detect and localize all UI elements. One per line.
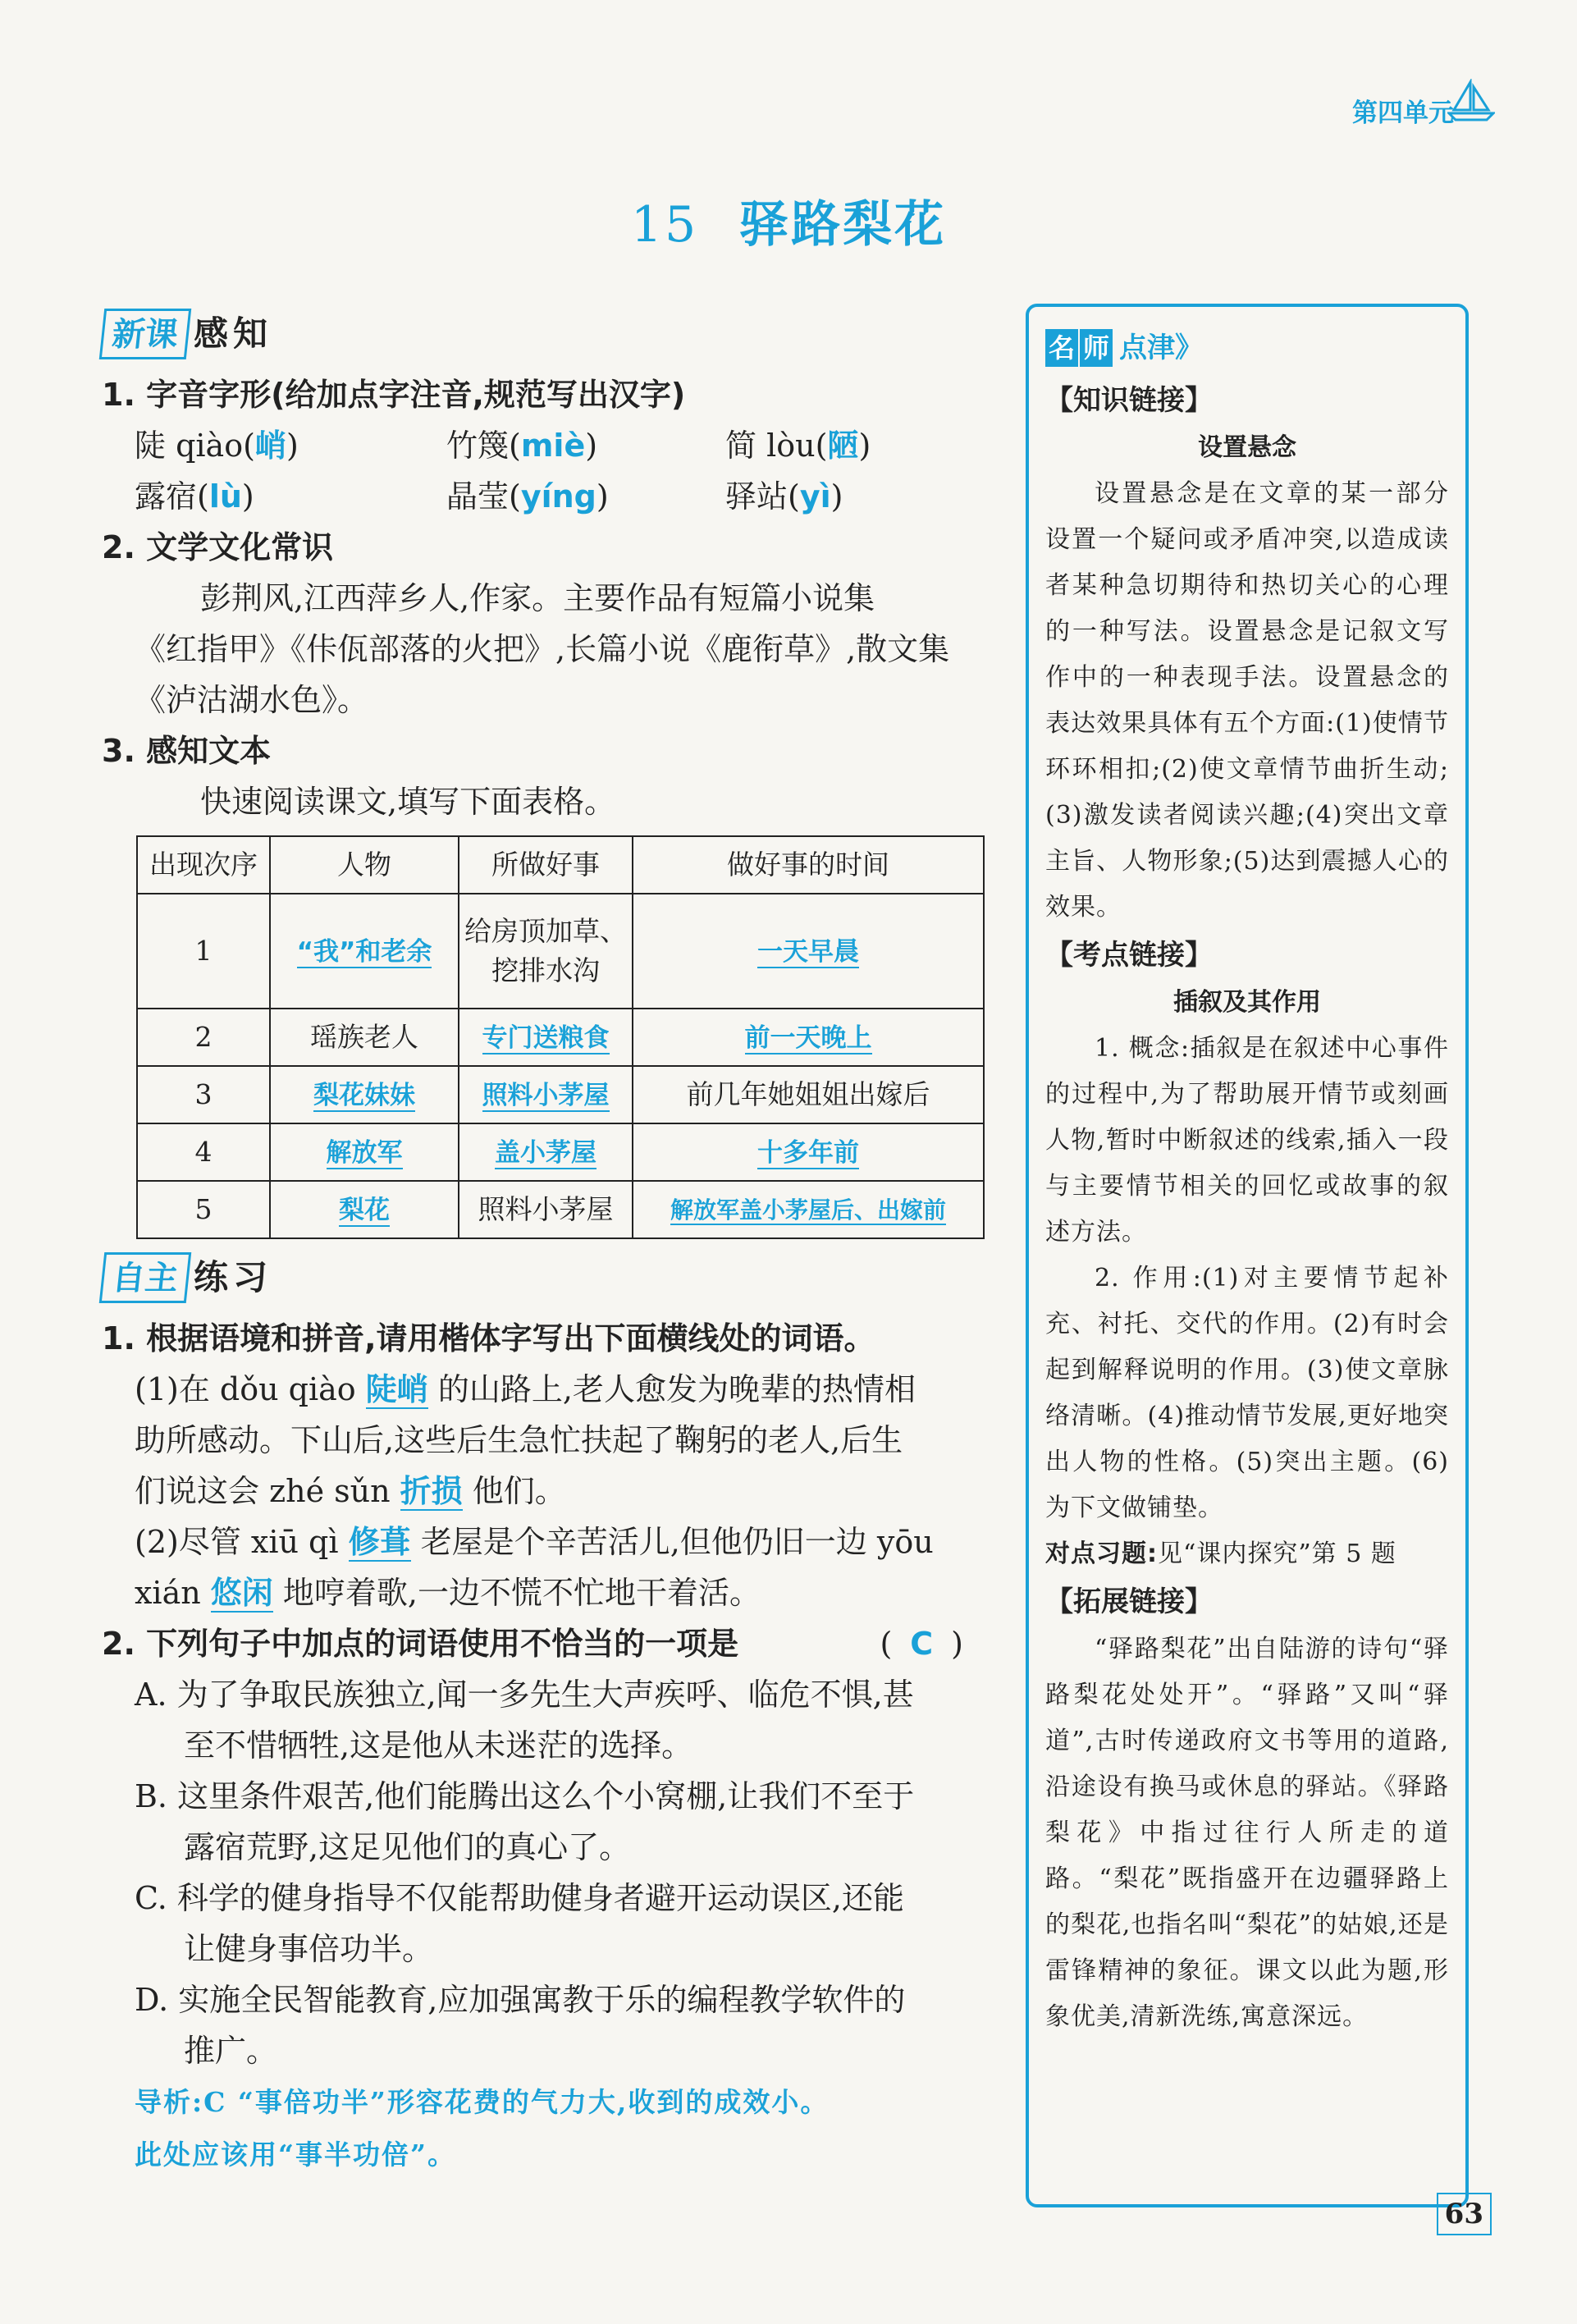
table-cell: 解放军	[270, 1123, 459, 1181]
story-table	[136, 835, 985, 1239]
table-cell: 照料小茅屋	[459, 1181, 633, 1238]
table-cell: 专门送粮食	[459, 1009, 633, 1066]
table-cell: 前一天晚上	[633, 1009, 984, 1066]
table-cell: 1	[137, 894, 270, 1009]
question-title: 3. 感知文本	[102, 733, 272, 769]
section-badge: 自主	[99, 1252, 192, 1303]
section-title: 练习	[194, 1257, 273, 1297]
table-cell: 解放军盖小茅屋后、出嫁前	[633, 1181, 984, 1238]
text-line: xián 悠闲 地哼着歌,一边不慌不忙地干着活。	[135, 1575, 761, 1611]
exam-link-heading: 【考点链接】	[1045, 939, 1213, 972]
table-header: 所做好事	[459, 836, 633, 894]
table-header: 出现次序	[137, 836, 270, 894]
table-cell: 5	[137, 1181, 270, 1238]
table-cell: 瑶族老人	[270, 1009, 459, 1066]
table-cell: 十多年前	[633, 1123, 984, 1181]
question-title: 1. 根据语境和拼音,请用楷体字写出下面横线处的词语。	[102, 1320, 875, 1356]
option-b-cont: 露宿荒野,这足见他们的真心了。	[184, 1829, 631, 1865]
main-column	[102, 304, 988, 2181]
table-cell: 3	[137, 1066, 270, 1123]
extension-link-text: “驿路梨花”出自陆游的诗句“驿路梨花处处开”。“驿路”又叫“驿道”,古时传递政府文书等用的道路,沿途设有换马或休息的驿站。《驿路梨花》中指过往行人所走的道路。“梨花”既指盛开在边疆驿路上的梨花,也指名叫“梨花”的姑娘,还是雷锋精神的象征。课文以此为题,形象优美,清新洗练,寓意深远。	[1045, 1635, 1449, 2031]
text-line: (1)在 dǒu qiào 陡峭 的山路上,老人愈发为晚辈的热情相	[135, 1371, 916, 1407]
exam-link-text-2: 2. 作用:(1)对主要情节起补充、衬托、交代的作用。(2)有时会起到解释说明的作用。(3)使文章脉络清晰。(4)推动情节发展,更好地突出人物的性格。(5)突出主题。(6)为下文做铺垫。	[1045, 1264, 1449, 1522]
table-row	[137, 894, 984, 1009]
table-cell: 2	[137, 1009, 270, 1066]
section-header-preview	[102, 304, 988, 364]
sidebar-header	[1045, 325, 1449, 371]
exam-link-text-1: 1. 概念:插叙是在叙述中心事件的过程中,为了帮助展开情节或刻画人物,暂时中断叙述的线索,插入一段与主要情节相关的回忆或故事的叙述方法。	[1045, 1034, 1449, 1247]
question-title: 2. 下列句子中加点的词语使用不恰当的一项是 ( C )	[102, 1626, 963, 1662]
option-c: C. 科学的健身指导不仅能帮助健身者避开运动误区,还能	[135, 1880, 904, 1916]
lesson-title	[0, 185, 1577, 256]
lesson-number: 15	[630, 196, 699, 254]
teacher-tips-box	[1026, 304, 1469, 2207]
table-cell: 4	[137, 1123, 270, 1181]
pinyin-item: 露宿(lù)	[135, 478, 254, 515]
table-header: 人物	[270, 836, 459, 894]
table-cell: 梨花妹妹	[270, 1066, 459, 1123]
table-cell: 给房顶加草、 挖排水沟	[459, 894, 633, 1009]
text-line: 助所感动。下山后,这些后生急忙扶起了鞠躬的老人,后生	[135, 1422, 903, 1458]
table-cell: 前几年她姐姐出嫁后	[633, 1066, 984, 1123]
analysis-line: 导析:C “事倍功半”形容花费的气力大,收到的成效小。	[135, 2086, 830, 2118]
page-number: 63	[1437, 2193, 1492, 2235]
pinyin-item: 简 lòu(陋)	[725, 428, 871, 464]
analysis-line: 此处应该用“事半功倍”。	[135, 2139, 456, 2171]
pinyin-item: 驿站(yì)	[725, 478, 843, 515]
text-line: 《泸沽湖水色》。	[135, 682, 369, 718]
question-title: 1. 字音字形(给加点字注音,规范写出汉字)	[102, 377, 686, 413]
exam-link-subtitle: 插叙及其作用	[1173, 988, 1321, 1017]
table-header: 做好事的时间	[633, 836, 984, 894]
knowledge-link-subtitle: 设置悬念	[1198, 433, 1296, 462]
pinyin-item: 陡 qiào(峭)	[135, 428, 299, 464]
extension-link-heading: 【拓展链接】	[1045, 1585, 1213, 1618]
unit-label: 第四单元	[1352, 98, 1454, 128]
sidebar-badge: 师	[1080, 329, 1113, 367]
option-d-cont: 推广。	[184, 2033, 278, 2069]
text-line: 快速阅读课文,填写下面表格。	[200, 784, 616, 820]
section-header-practice	[102, 1247, 988, 1308]
question-title: 2. 文学文化常识	[102, 529, 334, 565]
section-title: 感知	[194, 313, 273, 354]
sidebar-title: 点津》	[1119, 332, 1204, 364]
section-badge: 新课	[99, 309, 192, 359]
pinyin-grid	[102, 420, 988, 522]
pinyin-item: 竹篾(miè)	[446, 428, 598, 464]
knowledge-link-heading: 【知识链接】	[1045, 384, 1213, 417]
table-row	[137, 1181, 984, 1238]
sailboat-icon	[1447, 79, 1495, 121]
text-line: (2)尽管 xiū qì 修葺 老屋是个辛苦活儿,但他仍旧一边 yōu	[135, 1524, 934, 1560]
table-cell: 照料小茅屋	[459, 1066, 633, 1123]
text-line: 《红指甲》《佧佤部落的火把》,长篇小说《鹿衔草》,散文集	[135, 631, 950, 667]
text-line: 彭荆风,江西萍乡人,作家。主要作品有短篇小说集	[200, 580, 875, 616]
option-b: B. 这里条件艰苦,他们能腾出这么个小窝棚,让我们不至于	[135, 1778, 915, 1814]
lesson-name: 驿路梨花	[739, 196, 947, 254]
option-c-cont: 让健身事倍功半。	[184, 1931, 434, 1967]
table-row	[137, 1009, 984, 1066]
sidebar-badge: 名	[1045, 329, 1078, 367]
table-header-row	[137, 836, 984, 894]
table-row	[137, 1123, 984, 1181]
pinyin-item: 晶莹(yíng)	[446, 478, 609, 515]
table-cell: “我”和老余	[270, 894, 459, 1009]
table-cell: 一天早晨	[633, 894, 984, 1009]
text-line: 们说这会 zhé sǔn 折损 他们。	[135, 1473, 566, 1509]
practice-ref: 对点习题:见“课内探究”第 5 题	[1045, 1539, 1396, 1568]
table-row	[137, 1066, 984, 1123]
table-cell: 盖小茅屋	[459, 1123, 633, 1181]
table-cell: 梨花	[270, 1181, 459, 1238]
option-d: D. 实施全民智能教育,应加强寓教于乐的编程教学软件的	[135, 1982, 906, 2018]
knowledge-link-text: 设置悬念是在文章的某一部分设置一个疑问或矛盾冲突,以造成读者某种急切期待和热切关心的心理的一种写法。设置悬念是记叙文写作中的一种表现手法。设置悬念的表达效果具体有五个方面:(1)使情节环环相扣;(2)使文章情节曲折生动;(3)激发读者阅读兴趣;(4)突出文章主旨、人物形象;(5)达到震撼人心的效果。	[1045, 479, 1449, 922]
option-a-cont: 至不惜牺牲,这是他从未迷茫的选择。	[184, 1727, 693, 1764]
option-a: A. 为了争取民族独立,闻一多先生大声疾呼、临危不惧,甚	[135, 1677, 914, 1713]
